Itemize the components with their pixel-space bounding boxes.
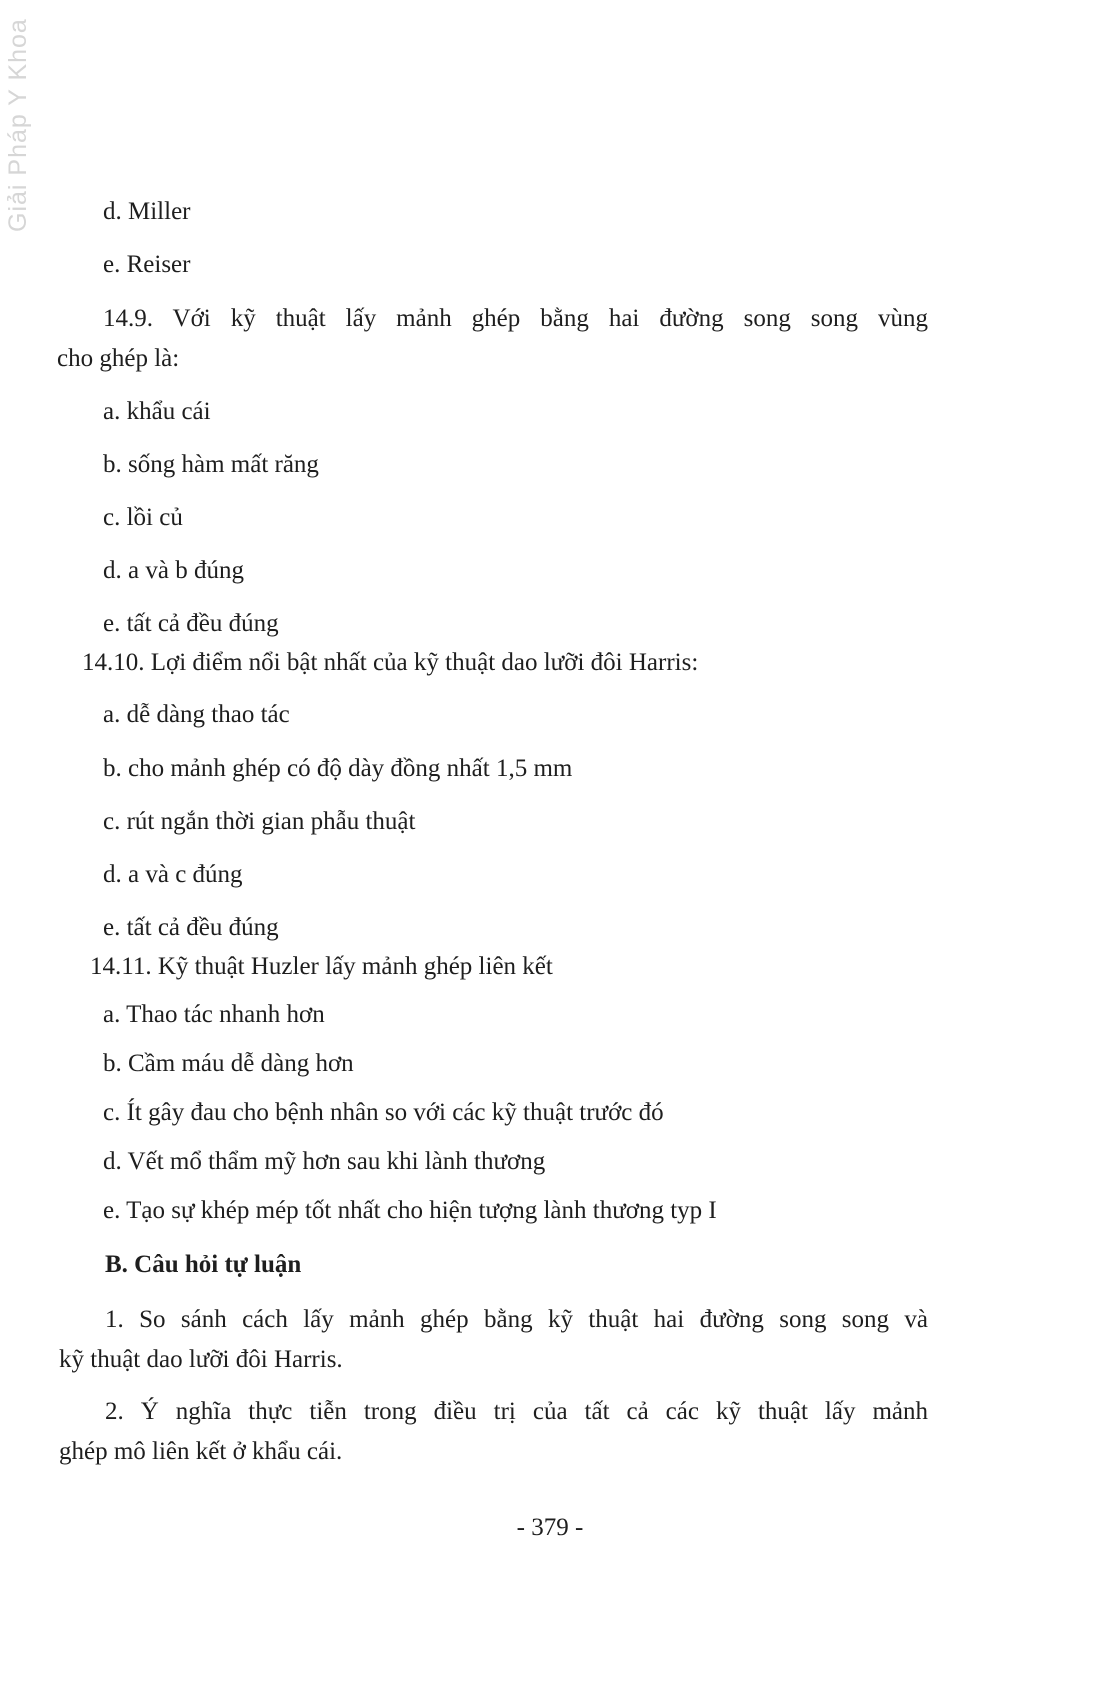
option-14-9-a: a. khẩu cái (103, 398, 211, 425)
option-14-11-d: d. Vết mổ thẩm mỹ hơn sau khi lành thương (103, 1148, 546, 1175)
option-14-11-b: b. Cầm máu dễ dàng hơn (103, 1050, 354, 1077)
option-e-reiser: e. Reiser (103, 251, 191, 278)
option-14-10-e: e. tất cả đều đúng (103, 914, 279, 941)
option-14-10-d: d. a và c đúng (103, 861, 243, 888)
section-b-heading: B. Câu hỏi tự luận (105, 1251, 302, 1278)
question-14-10: 14.10. Lợi điểm nổi bật nhất của kỹ thuật dao lưỡi đôi Harris: (82, 649, 699, 676)
question-14-11: 14.11. Kỹ thuật Huzler lấy mảnh ghép liên kết (90, 953, 553, 980)
question-14-9-cont: cho ghép là: (57, 345, 180, 372)
essay-question-2-cont: ghép mô liên kết ở khẩu cái. (59, 1438, 343, 1465)
option-14-10-b: b. cho mảnh ghép có độ dày đồng nhất 1,5 mm (103, 755, 573, 782)
essay-question-1-cont: kỹ thuật dao lưỡi đôi Harris. (59, 1346, 343, 1373)
page-number: - 379 - (516, 1514, 584, 1541)
option-d-miller: d. Miller (103, 198, 191, 225)
option-14-10-a: a. dễ dàng thao tác (103, 701, 290, 728)
option-14-11-a: a. Thao tác nhanh hơn (103, 1001, 325, 1028)
option-14-9-b: b. sống hàm mất răng (103, 451, 319, 478)
option-14-9-d: d. a và b đúng (103, 557, 244, 584)
option-14-11-c: c. Ít gây đau cho bệnh nhân so với các kỹ thuật trước đó (103, 1099, 664, 1126)
option-14-11-e: e. Tạo sự khép mép tốt nhất cho hiện tượng lành thương typ I (103, 1197, 717, 1224)
essay-question-2: 2. Ý nghĩa thực tiễn trong điều trị của tất cả các kỹ thuật lấy mảnh (105, 1398, 928, 1425)
question-14-9: 14.9. Với kỹ thuật lấy mảnh ghép bằng hai đường song song vùng (103, 305, 928, 332)
option-14-10-c: c. rút ngắn thời gian phẫu thuật (103, 808, 416, 835)
essay-question-1: 1. So sánh cách lấy mảnh ghép bằng kỹ thuật hai đường song song và (105, 1306, 928, 1333)
watermark-text: Giải Pháp Y Khoa (4, 18, 32, 232)
option-14-9-c: c. lồi củ (103, 504, 183, 531)
option-14-9-e: e. tất cả đều đúng (103, 610, 279, 637)
